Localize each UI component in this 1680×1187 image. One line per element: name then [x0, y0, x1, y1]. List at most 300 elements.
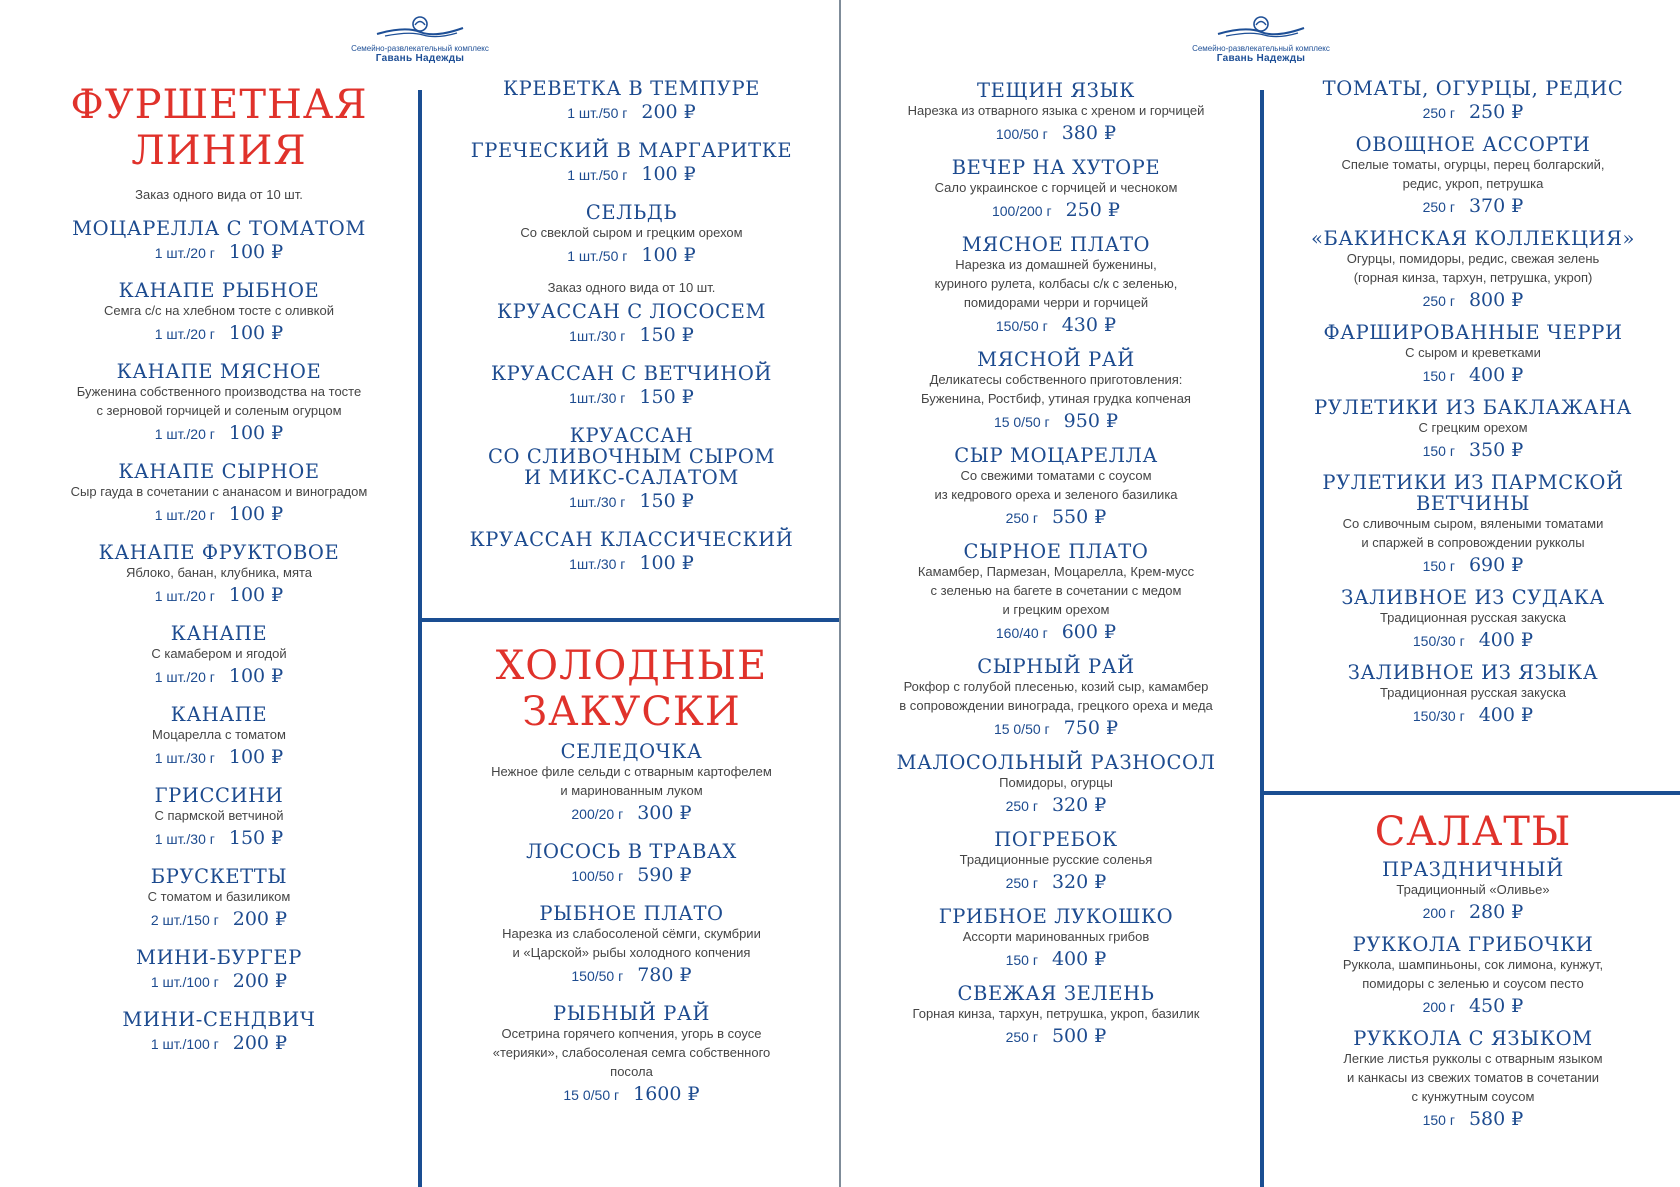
item-description: С пармской ветчиной — [154, 808, 284, 823]
item-price-row — [424, 1081, 839, 1108]
item-name: МАЛОСОЛЬНЫЙ РАЗНОСОЛ — [896, 751, 1216, 774]
item-price-row — [861, 504, 1251, 531]
menu-item — [30, 1009, 408, 1057]
item-description: Помидоры, огурцы — [999, 775, 1113, 790]
item-weight: 250 г — [1005, 875, 1038, 891]
menu-item — [30, 623, 408, 690]
item-price-row — [861, 408, 1251, 435]
item-description: (горная кинза, тархун, петрушка, укроп) — [1353, 270, 1593, 285]
item-description: посола — [610, 1064, 653, 1079]
logo — [1151, 14, 1371, 74]
item-description: Сыр гауда в сочетании с ананасом и виноградом — [70, 484, 368, 499]
menu-item — [424, 425, 839, 515]
section-title: ХОЛОДНЫЕ — [495, 643, 768, 689]
item-price-row — [424, 800, 839, 827]
item-description: Камамбер, Пармезан, Моцарелла, Крем-мусс — [917, 564, 1195, 579]
item-description: с зерновой горчицей и соленым огурцом — [96, 403, 342, 418]
item-price-row — [30, 744, 408, 771]
menu-item — [30, 947, 408, 995]
item-description: Со свежими томатами с соусом — [960, 468, 1152, 483]
item-name: И МИКС-САЛАТОМ — [524, 466, 739, 489]
item-name: РУККОЛА ГРИБОЧКИ — [1352, 933, 1594, 956]
item-description: Ассорти маринованных грибов — [962, 929, 1150, 944]
item-price-row — [30, 968, 408, 995]
item-name: ВЕЧЕР НА ХУТОРЕ — [951, 156, 1161, 179]
left-page — [0, 0, 839, 1187]
item-description: Традиционный «Оливье» — [1396, 882, 1550, 897]
menu-item — [424, 1003, 839, 1108]
item-price: 430 ₽ — [1061, 314, 1117, 336]
item-price: 100 ₽ — [228, 503, 284, 525]
item-weight: 1 шт./20 г — [154, 326, 215, 342]
item-price-row — [1266, 437, 1680, 464]
item-weight: 1 шт./20 г — [154, 669, 215, 685]
item-name: КАНАПЕ ФРУКТОВОЕ — [98, 541, 340, 564]
item-name: «БАКИНСКАЯ КОЛЛЕКЦИЯ» — [1310, 227, 1636, 250]
menu-item — [1266, 228, 1680, 314]
item-name: МИНИ-БУРГЕР — [136, 946, 302, 969]
item-price: 150 ₽ — [639, 324, 694, 346]
menu-item — [1266, 1028, 1680, 1133]
item-description: «терияки», слабосоленая семга собственного — [492, 1045, 771, 1060]
menu-item — [861, 541, 1251, 646]
item-description: Сало украинское с горчицей и чесноком — [934, 180, 1178, 195]
item-description: с кунжутным соусом — [1411, 1089, 1535, 1104]
item-description: куриного рулета, колбасы с/к с зеленью, — [934, 276, 1178, 291]
item-price-row — [1266, 899, 1680, 926]
item-price: 500 ₽ — [1051, 1025, 1107, 1047]
item-name: СЫР МОЦАРЕЛЛА — [954, 444, 1158, 467]
item-name: МИНИ-СЕНДВИЧ — [122, 1008, 316, 1031]
item-price: 1600 ₽ — [633, 1083, 700, 1105]
menu-item — [424, 78, 839, 126]
item-price: 370 ₽ — [1468, 195, 1524, 217]
item-description: в сопровождении винограда, грецкого ореха и меда — [899, 698, 1213, 713]
item-price-row — [861, 619, 1251, 646]
item-description: Традиционные русские соленья — [959, 852, 1153, 867]
order-note: Заказ одного вида от 10 шт. — [135, 187, 303, 202]
item-description: и «Царской» рыбы холодного копчения — [512, 945, 751, 960]
order-note: Заказ одного вида от 10 шт. — [547, 280, 716, 295]
item-name: СЫРНЫЙ РАЙ — [977, 655, 1135, 678]
item-description: Нарезка из домашней буженины, — [955, 257, 1157, 272]
menu-item — [424, 841, 839, 889]
item-price: 750 ₽ — [1063, 717, 1119, 739]
logo-subtitle: Семейно-развлекательный комплекс — [351, 44, 489, 53]
item-name: КРУАССАН С ЛОСОСЕМ — [496, 300, 767, 323]
item-description: и спаржей в сопровождении рукколы — [1361, 535, 1585, 550]
item-description: помидоры с зеленью и соусом песто — [1362, 976, 1584, 991]
item-weight: 2 шт./150 г — [150, 912, 219, 928]
item-weight: 1шт./30 г — [569, 390, 626, 406]
item-price-row — [1266, 193, 1680, 220]
item-weight: 250 г — [1422, 105, 1455, 121]
item-weight: 1шт./30 г — [569, 494, 626, 510]
section-divider — [418, 618, 839, 622]
logo-title: Гавань Надежды — [1216, 53, 1306, 64]
column-divider — [418, 90, 422, 1187]
menu-item — [424, 202, 839, 269]
item-price: 690 ₽ — [1468, 554, 1524, 576]
item-price-row — [30, 663, 408, 690]
item-weight: 15 0/50 г — [563, 1087, 620, 1103]
menu-item — [30, 218, 408, 266]
item-name: КАНАПЕ СЫРНОЕ — [118, 460, 320, 483]
item-description: С томатом и базиликом — [147, 889, 291, 904]
item-name: МЯСНОЕ ПЛАТО — [961, 233, 1151, 256]
right-page — [841, 0, 1680, 1187]
item-name: ПРАЗДНИЧНЫЙ — [1382, 858, 1564, 881]
item-price: 350 ₽ — [1468, 439, 1524, 461]
menu-item — [1266, 322, 1680, 389]
menu-item — [1266, 472, 1680, 579]
item-description: Традиционная русская закуска — [1379, 685, 1567, 700]
item-weight: 1 шт./20 г — [154, 245, 215, 261]
item-price-row — [30, 906, 408, 933]
item-list — [424, 78, 839, 269]
item-name: ЗАЛИВНОЕ ИЗ ЯЗЫКА — [1347, 661, 1599, 684]
menu-item — [424, 903, 839, 989]
item-price-row — [424, 242, 839, 269]
menu-item — [861, 349, 1251, 435]
item-description: Буженина, Ростбиф, утиная грудка копченая — [921, 391, 1191, 406]
item-price: 400 ₽ — [1468, 364, 1524, 386]
item-name: СО СЛИВОЧНЫМ СЫРОМ — [487, 445, 776, 468]
item-description: Традиционная русская закуска — [1379, 610, 1567, 625]
item-price: 100 ₽ — [228, 322, 284, 344]
menu-item — [861, 234, 1251, 339]
item-price-row — [861, 1023, 1251, 1050]
item-name: ГРИБНОЕ ЛУКОШКО — [938, 905, 1174, 928]
item-description: Огурцы, помидоры, редис, свежая зелень — [1346, 251, 1600, 266]
cold-appetizers-continued — [861, 80, 1251, 1050]
item-weight: 100/50 г — [571, 868, 624, 884]
item-price: 300 ₽ — [637, 802, 692, 824]
item-name: ФАРШИРОВАННЫЕ ЧЕРРИ — [1323, 321, 1623, 344]
item-name: ЗАЛИВНОЕ ИЗ СУДАКА — [1341, 586, 1605, 609]
logo-title: Гавань Надежды — [375, 53, 465, 64]
item-description: и маринованным луком — [560, 783, 703, 798]
menu-item — [1266, 78, 1680, 126]
item-name: СЕЛЕДОЧКА — [560, 740, 703, 763]
item-weight: 150 г — [1422, 558, 1455, 574]
item-description: Моцарелла с томатом — [152, 727, 286, 742]
item-price-row — [30, 1030, 408, 1057]
item-price: 590 ₽ — [637, 864, 692, 886]
item-price: 780 ₽ — [637, 964, 692, 986]
item-name: РЫБНОЕ ПЛАТО — [539, 902, 724, 925]
item-list — [1266, 78, 1680, 729]
column-divider — [1260, 90, 1264, 1187]
logo-subtitle: Семейно-развлекательный комплекс — [1192, 44, 1330, 53]
item-price-row — [861, 312, 1251, 339]
menu-item — [861, 752, 1251, 819]
menu-item — [1266, 134, 1680, 220]
item-name: КРУАССАН С ВЕТЧИНОЙ — [490, 362, 773, 385]
item-price: 150 ₽ — [639, 490, 694, 512]
item-price: 380 ₽ — [1061, 122, 1117, 144]
item-price-row — [861, 197, 1251, 224]
item-list — [861, 80, 1251, 1050]
item-description: Деликатесы собственного приготовления: — [929, 372, 1183, 387]
item-name: БРУСКЕТТЫ — [150, 865, 288, 888]
item-price-row — [1266, 702, 1680, 729]
vegetables-section — [1266, 78, 1680, 729]
item-price: 100 ₽ — [641, 163, 696, 185]
item-weight: 250 г — [1005, 510, 1038, 526]
buffet-section — [30, 82, 408, 1057]
item-name: МОЦАРЕЛЛА С ТОМАТОМ — [72, 217, 366, 240]
item-name: ПОГРЕБОК — [994, 828, 1118, 851]
item-price: 150 ₽ — [228, 827, 284, 849]
item-description: Со сливочным сыром, вялеными томатами — [1342, 516, 1604, 531]
item-weight: 250 г — [1005, 798, 1038, 814]
item-weight: 1 шт./50 г — [567, 105, 628, 121]
menu-item — [30, 785, 408, 852]
item-name: КАНАПЕ РЫБНОЕ — [118, 279, 320, 302]
item-price: 100 ₽ — [228, 584, 284, 606]
item-weight: 1 шт./100 г — [150, 1036, 219, 1052]
item-description: Семга с/с на хлебном тосте с оливкой — [104, 303, 334, 318]
item-name: СВЕЖАЯ ЗЕЛЕНЬ — [957, 982, 1155, 1005]
item-description: Нежное филе сельди с отварным картофелем — [491, 764, 772, 779]
item-price-row — [30, 239, 408, 266]
item-price-row — [861, 946, 1251, 973]
item-price-row — [424, 99, 839, 126]
item-price: 150 ₽ — [639, 386, 694, 408]
item-price-row — [861, 120, 1251, 147]
item-price-row — [30, 582, 408, 609]
menu-item — [30, 361, 408, 447]
menu-item — [424, 363, 839, 411]
menu-item — [1266, 587, 1680, 654]
item-price: 100 ₽ — [228, 241, 284, 263]
item-list — [1266, 859, 1680, 1133]
logo-wave-icon — [1216, 14, 1306, 42]
menu-item — [424, 140, 839, 188]
item-name: ВЕТЧИНЫ — [1415, 492, 1531, 515]
item-weight: 1 шт./20 г — [154, 507, 215, 523]
item-price-row — [424, 488, 839, 515]
item-weight: 150/30 г — [1412, 708, 1465, 724]
item-description: и канкасы из свежих томатов в сочетании — [1346, 1070, 1600, 1085]
cold-appetizers-section — [424, 643, 839, 1108]
item-name: СЕЛЬДЬ — [585, 201, 678, 224]
item-weight: 1 шт./20 г — [154, 426, 215, 442]
item-name: КАНАПЕ — [170, 703, 268, 726]
item-price: 250 ₽ — [1468, 101, 1524, 123]
item-description: Яблоко, банан, клубника, мята — [125, 565, 313, 580]
item-weight: 150/50 г — [995, 318, 1048, 334]
item-weight: 200 г — [1422, 905, 1455, 921]
item-weight: 150 г — [1422, 1112, 1455, 1128]
logo-wave-icon — [375, 14, 465, 42]
item-price-row — [30, 320, 408, 347]
item-price: 600 ₽ — [1061, 621, 1117, 643]
item-price-row — [424, 384, 839, 411]
item-description: Буженина собственного производства на тосте — [76, 384, 362, 399]
item-price: 400 ₽ — [1051, 948, 1107, 970]
item-name: РУЛЕТИКИ ИЗ БАКЛАЖАНА — [1314, 396, 1632, 419]
item-price: 320 ₽ — [1051, 871, 1107, 893]
item-description: Нарезка из слабосоленой сёмги, скумбрии — [502, 926, 761, 941]
item-weight: 150/30 г — [1412, 633, 1465, 649]
menu-item — [861, 656, 1251, 742]
item-description: С камабером и ягодой — [151, 646, 287, 661]
item-price: 100 ₽ — [228, 422, 284, 444]
item-price: 400 ₽ — [1478, 629, 1534, 651]
item-price-row — [30, 825, 408, 852]
item-price-row — [30, 501, 408, 528]
item-name: ЛОСОСЬ В ТРАВАХ — [526, 840, 737, 863]
item-description: редис, укроп, петрушка — [1402, 176, 1544, 191]
item-weight: 200/20 г — [571, 806, 624, 822]
item-description: Спелые томаты, огурцы, перец болгарский, — [1341, 157, 1605, 172]
item-price: 200 ₽ — [232, 908, 288, 930]
item-price: 250 ₽ — [1065, 199, 1120, 221]
item-price-row — [861, 869, 1251, 896]
menu-item — [1266, 397, 1680, 464]
item-weight: 15 0/50 г — [993, 414, 1050, 430]
item-weight: 1 шт./20 г — [154, 588, 215, 604]
item-description: Легкие листья рукколы с отварным языком — [1343, 1051, 1603, 1066]
item-description: Осетрина горячего копчения, угорь в соусе — [501, 1026, 762, 1041]
item-price-row — [424, 550, 839, 577]
item-price: 100 ₽ — [228, 746, 284, 768]
item-price: 280 ₽ — [1468, 901, 1524, 923]
menu-item — [424, 301, 839, 349]
item-list — [424, 741, 839, 1108]
item-price: 800 ₽ — [1468, 289, 1524, 311]
item-list — [30, 218, 408, 1057]
item-name: КРЕВЕТКА В ТЕМПУРЕ — [502, 77, 761, 100]
menu-item — [30, 866, 408, 933]
item-price-row — [1266, 1106, 1680, 1133]
item-price: 200 ₽ — [232, 1032, 288, 1054]
item-name: КАНАПЕ МЯСНОЕ — [116, 360, 322, 383]
item-description: Руккола, шампиньоны, сок лимона, кунжут, — [1342, 957, 1604, 972]
item-price: 200 ₽ — [641, 101, 696, 123]
item-name: РЫБНЫЙ РАЙ — [553, 1002, 710, 1025]
menu-item — [861, 157, 1251, 224]
section-title: ЗАКУСКИ — [522, 689, 741, 735]
item-description: Рокфор с голубой плесенью, козий сыр, камамбер — [903, 679, 1209, 694]
item-weight: 250 г — [1422, 199, 1455, 215]
item-weight: 100/50 г — [995, 126, 1048, 142]
item-description: Со свеклой сыром и грецким орехом — [520, 225, 743, 240]
item-weight: 1 шт./100 г — [150, 974, 219, 990]
item-price: 100 ₽ — [639, 552, 694, 574]
item-description: из кедрового ореха и зеленого базилика — [934, 487, 1178, 502]
item-description: помидорами черри и горчицей — [963, 295, 1149, 310]
item-description: С грецким орехом — [1418, 420, 1528, 435]
item-name: ТЕЩИН ЯЗЫК — [977, 79, 1135, 102]
section-divider — [1260, 791, 1680, 795]
menu-item — [424, 741, 839, 827]
item-name: РУЛЕТИКИ ИЗ ПАРМСКОЙ — [1322, 471, 1624, 494]
item-price-row — [1266, 362, 1680, 389]
buffet-section-continued — [424, 78, 839, 577]
item-description: и грецким орехом — [1002, 602, 1110, 617]
item-weight: 250 г — [1005, 1029, 1038, 1045]
item-list — [424, 301, 839, 577]
menu-item — [1266, 662, 1680, 729]
item-name: МЯСНОЙ РАЙ — [977, 348, 1135, 371]
item-name: СЫРНОЕ ПЛАТО — [963, 540, 1149, 563]
menu-item — [861, 829, 1251, 896]
item-description: Горная кинза, тархун, петрушка, укроп, базилик — [912, 1006, 1200, 1021]
item-price: 450 ₽ — [1468, 995, 1524, 1017]
item-price: 100 ₽ — [228, 665, 284, 687]
menu-item — [1266, 934, 1680, 1020]
menu-item — [30, 280, 408, 347]
section-title: ФУРШЕТНАЯ — [70, 82, 368, 128]
item-weight: 150 г — [1005, 952, 1038, 968]
item-price-row — [424, 962, 839, 989]
item-name: ТОМАТЫ, ОГУРЦЫ, РЕДИС — [1322, 77, 1624, 100]
menu-item — [30, 542, 408, 609]
item-weight: 250 г — [1422, 293, 1455, 309]
item-weight: 1 шт./50 г — [567, 248, 628, 264]
item-name: КАНАПЕ — [170, 622, 268, 645]
item-price: 550 ₽ — [1051, 506, 1107, 528]
menu-item — [424, 529, 839, 577]
item-name: КРУАССАН — [569, 424, 694, 447]
item-weight: 160/40 г — [995, 625, 1048, 641]
item-price: 400 ₽ — [1478, 704, 1534, 726]
item-price: 320 ₽ — [1051, 794, 1107, 816]
item-weight: 1 шт./30 г — [154, 831, 215, 847]
item-price-row — [1266, 552, 1680, 579]
menu-item — [861, 445, 1251, 531]
item-name: КРУАССАН КЛАССИЧЕСКИЙ — [469, 528, 794, 551]
item-name: ГРИССИНИ — [154, 784, 284, 807]
item-price-row — [424, 161, 839, 188]
menu-item — [30, 704, 408, 771]
item-price-row — [424, 862, 839, 889]
item-price-row — [861, 792, 1251, 819]
item-price: 100 ₽ — [641, 244, 696, 266]
item-price: 200 ₽ — [232, 970, 288, 992]
menu-item — [861, 80, 1251, 147]
item-price-row — [1266, 627, 1680, 654]
item-price-row — [861, 715, 1251, 742]
item-description: с зеленью на багете в сочетании с медом — [930, 583, 1182, 598]
item-weight: 1шт./30 г — [569, 556, 626, 572]
item-price: 580 ₽ — [1468, 1108, 1524, 1130]
item-weight: 1 шт./50 г — [567, 167, 628, 183]
item-description: С сыром и креветками — [1405, 345, 1541, 360]
item-price-row — [30, 420, 408, 447]
item-price-row — [1266, 287, 1680, 314]
item-weight: 1шт./30 г — [569, 328, 626, 344]
item-weight: 150/50 г — [571, 968, 624, 984]
menu-item — [861, 906, 1251, 973]
item-name: РУККОЛА С ЯЗЫКОМ — [1353, 1027, 1593, 1050]
item-name: ГРЕЧЕСКИЙ В МАРГАРИТКЕ — [470, 139, 793, 162]
item-price-row — [424, 322, 839, 349]
menu-item — [861, 983, 1251, 1050]
item-weight: 200 г — [1422, 999, 1455, 1015]
section-title: САЛАТЫ — [1374, 809, 1572, 855]
item-weight: 150 г — [1422, 443, 1455, 459]
item-price-row — [1266, 99, 1680, 126]
item-price-row — [1266, 993, 1680, 1020]
item-weight: 100/200 г — [991, 203, 1052, 219]
item-name: ОВОЩНОЕ АССОРТИ — [1355, 133, 1591, 156]
section-title: ЛИНИЯ — [131, 128, 307, 174]
item-description: Нарезка из отварного языка с хреном и горчицей — [907, 103, 1205, 118]
